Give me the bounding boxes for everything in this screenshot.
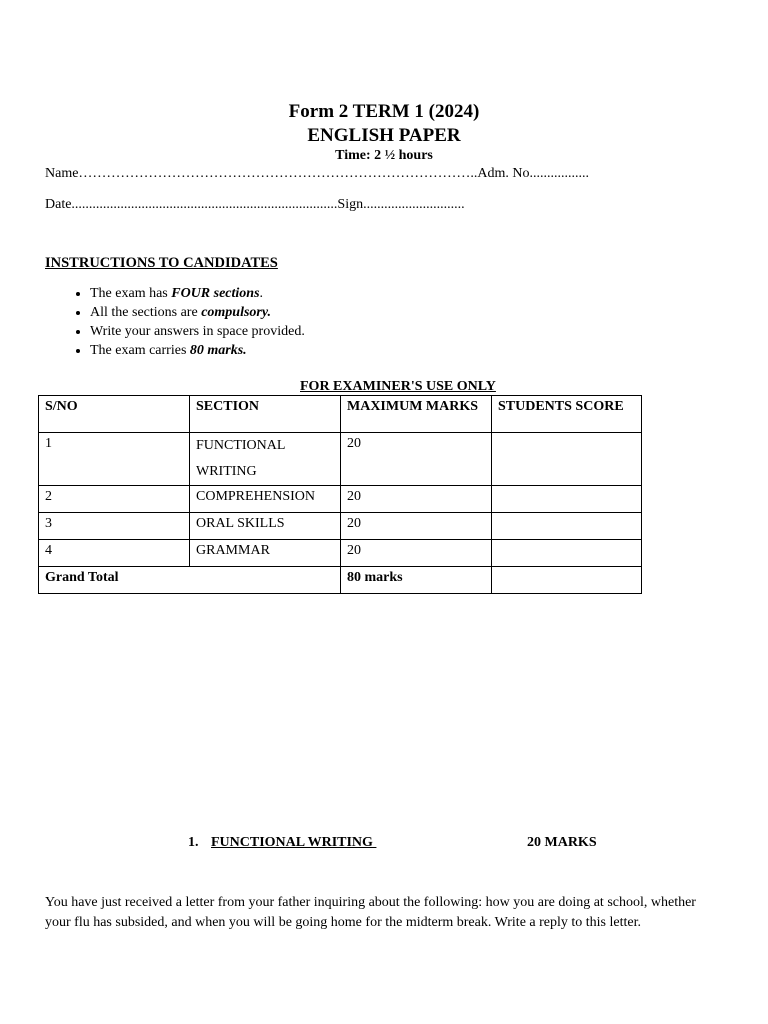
instruction-item: • All the sections are compulsory. xyxy=(90,303,305,322)
cell-max: 20 xyxy=(341,486,492,513)
date-sign-line: Date............................................................................Sign............................. xyxy=(45,197,465,212)
header-section: SECTION xyxy=(190,396,341,433)
cell-sno: 4 xyxy=(39,540,190,567)
exam-title-line1: Form 2 TERM 1 (2024) xyxy=(288,101,480,122)
section1-number: 1. xyxy=(188,835,199,850)
cell-score[interactable] xyxy=(492,486,642,513)
examiner-table xyxy=(38,395,642,594)
cell-max: 20 xyxy=(341,513,492,540)
cell-score[interactable] xyxy=(492,513,642,540)
section1-title: FUNCTIONAL WRITING xyxy=(211,835,377,850)
table-row xyxy=(39,540,642,567)
cell-section: ORAL SKILLS xyxy=(190,513,341,540)
grand-total-label: Grand Total xyxy=(39,567,341,594)
cell-section: COMPREHENSION xyxy=(190,486,341,513)
cell-section: GRAMMAR xyxy=(190,540,341,567)
table-row xyxy=(39,486,642,513)
cell-max: 20 xyxy=(341,433,492,486)
exam-title-line2: ENGLISH PAPER xyxy=(307,125,461,146)
cell-sno: 3 xyxy=(39,513,190,540)
examiner-table-caption: FOR EXAMINER'S USE ONLY xyxy=(300,379,496,394)
cell-section: FUNCTIONAL WRITING xyxy=(190,433,341,486)
header-sno: S/NO xyxy=(39,396,190,433)
section1-marks: 20 MARKS xyxy=(527,835,597,850)
section1-prompt: You have just received a letter from your father inquiring about the following: how you are doing at school, whether your flu has subsided, and when you will be going home for the midterm break. Write a reply to this letter. xyxy=(45,895,696,930)
cell-max: 20 xyxy=(341,540,492,567)
table-row xyxy=(39,433,642,486)
header-max-marks: MAXIMUM MARKS xyxy=(341,396,492,433)
grand-total-marks: 80 marks xyxy=(341,567,492,594)
name-adm-line: Name…………………………………………………………………………..Adm. No................. xyxy=(45,166,590,181)
instruction-item: • The exam has FOUR sections. xyxy=(90,284,305,303)
table-total-row xyxy=(39,567,642,594)
cell-score[interactable] xyxy=(492,433,642,486)
cell-score[interactable] xyxy=(492,540,642,567)
grand-total-score[interactable] xyxy=(492,567,642,594)
header-students-score: STUDENTS SCORE xyxy=(492,396,642,433)
cell-sno: 1 xyxy=(39,433,190,486)
instruction-item: • Write your answers in space provided. xyxy=(90,322,305,341)
instruction-item: • The exam carries 80 marks. xyxy=(90,341,305,360)
cell-sno: 2 xyxy=(39,486,190,513)
instructions-list xyxy=(45,284,305,360)
instructions-heading: INSTRUCTIONS TO CANDIDATES xyxy=(45,255,278,271)
exam-time: Time: 2 ½ hours xyxy=(335,148,433,163)
table-row xyxy=(39,513,642,540)
table-header-row xyxy=(39,396,642,433)
